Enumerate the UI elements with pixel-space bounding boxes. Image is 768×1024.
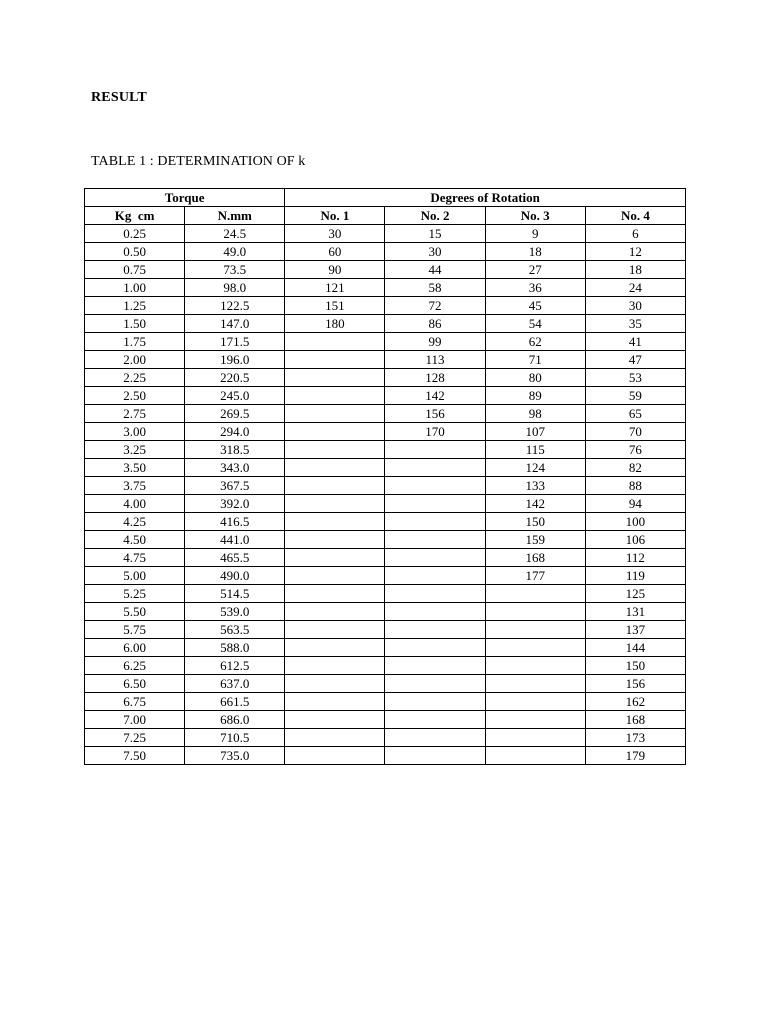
cell-no2: [385, 441, 485, 459]
cell-nmm: 220.5: [185, 369, 285, 387]
cell-no3: 54: [485, 315, 585, 333]
section-heading: RESULT: [91, 90, 147, 105]
cell-no1: [285, 639, 385, 657]
cell-no3: [485, 621, 585, 639]
table-row: [85, 279, 686, 297]
cell-no3: 177: [485, 567, 585, 585]
cell-kg-cm: 4.00: [85, 495, 185, 513]
table-row: [85, 621, 686, 639]
cell-no4: 106: [585, 531, 685, 549]
cell-kg-cm: 0.25: [85, 225, 185, 243]
cell-nmm: 710.5: [185, 729, 285, 747]
table-row: [85, 225, 686, 243]
cell-no2: 15: [385, 225, 485, 243]
cell-no2: [385, 747, 485, 765]
cell-kg-cm: 5.50: [85, 603, 185, 621]
group-header-row: [85, 189, 686, 207]
cell-nmm: 147.0: [185, 315, 285, 333]
table-row: [85, 675, 686, 693]
cell-no3: 133: [485, 477, 585, 495]
cell-no1: [285, 729, 385, 747]
cell-no1: 30: [285, 225, 385, 243]
cell-no2: [385, 585, 485, 603]
results-table: [84, 188, 686, 765]
cell-no4: 30: [585, 297, 685, 315]
cell-no1: 151: [285, 297, 385, 315]
cell-kg-cm: 5.75: [85, 621, 185, 639]
table-row: [85, 387, 686, 405]
cell-nmm: 367.5: [185, 477, 285, 495]
cell-nmm: 514.5: [185, 585, 285, 603]
cell-no4: 47: [585, 351, 685, 369]
cell-nmm: 73.5: [185, 261, 285, 279]
cell-nmm: 686.0: [185, 711, 285, 729]
cell-no4: 18: [585, 261, 685, 279]
cell-kg-cm: 6.00: [85, 639, 185, 657]
cell-no2: [385, 729, 485, 747]
cell-no1: [285, 405, 385, 423]
col-header-nmm: N.mm: [185, 207, 285, 225]
cell-no3: [485, 747, 585, 765]
cell-no1: 60: [285, 243, 385, 261]
cell-no2: 170: [385, 423, 485, 441]
cell-no1: [285, 441, 385, 459]
cell-kg-cm: 3.00: [85, 423, 185, 441]
cell-no4: 41: [585, 333, 685, 351]
cell-no4: 100: [585, 513, 685, 531]
cell-no3: 62: [485, 333, 585, 351]
cell-kg-cm: 3.25: [85, 441, 185, 459]
cell-no2: 72: [385, 297, 485, 315]
cell-nmm: 98.0: [185, 279, 285, 297]
cell-kg-cm: 7.00: [85, 711, 185, 729]
cell-no1: [285, 495, 385, 513]
cell-no3: 80: [485, 369, 585, 387]
cell-no4: 88: [585, 477, 685, 495]
cell-no2: 156: [385, 405, 485, 423]
cell-kg-cm: 1.50: [85, 315, 185, 333]
cell-no3: 89: [485, 387, 585, 405]
table-row: [85, 531, 686, 549]
cell-no1: [285, 423, 385, 441]
cell-no1: [285, 333, 385, 351]
cell-no4: 168: [585, 711, 685, 729]
cell-no3: [485, 729, 585, 747]
table-row: [85, 729, 686, 747]
table-body: [85, 225, 686, 765]
cell-no2: [385, 675, 485, 693]
torque-group-header: Torque: [85, 189, 285, 207]
table-row: [85, 441, 686, 459]
cell-nmm: 661.5: [185, 693, 285, 711]
table-row: [85, 351, 686, 369]
cell-no3: 168: [485, 549, 585, 567]
rotation-group-header: Degrees of Rotation: [285, 189, 686, 207]
cell-nmm: 171.5: [185, 333, 285, 351]
cell-kg-cm: 2.75: [85, 405, 185, 423]
cell-no1: [285, 513, 385, 531]
table-row: [85, 297, 686, 315]
cell-no4: 70: [585, 423, 685, 441]
cell-no2: 86: [385, 315, 485, 333]
table-row: [85, 261, 686, 279]
cell-no4: 76: [585, 441, 685, 459]
cell-nmm: 612.5: [185, 657, 285, 675]
cell-nmm: 49.0: [185, 243, 285, 261]
cell-nmm: 245.0: [185, 387, 285, 405]
cell-no4: 35: [585, 315, 685, 333]
cell-no1: [285, 711, 385, 729]
cell-no3: [485, 711, 585, 729]
cell-no2: [385, 693, 485, 711]
cell-no4: 137: [585, 621, 685, 639]
cell-nmm: 465.5: [185, 549, 285, 567]
cell-nmm: 269.5: [185, 405, 285, 423]
cell-nmm: 490.0: [185, 567, 285, 585]
cell-no1: [285, 369, 385, 387]
cell-kg-cm: 2.50: [85, 387, 185, 405]
cell-kg-cm: 5.25: [85, 585, 185, 603]
cell-no2: 99: [385, 333, 485, 351]
cell-no3: 27: [485, 261, 585, 279]
cell-no2: [385, 657, 485, 675]
cell-no1: [285, 477, 385, 495]
cell-no3: 159: [485, 531, 585, 549]
cell-no4: 6: [585, 225, 685, 243]
cell-no2: [385, 513, 485, 531]
table-row: [85, 477, 686, 495]
cell-nmm: 588.0: [185, 639, 285, 657]
cell-no2: 44: [385, 261, 485, 279]
cell-no1: [285, 603, 385, 621]
cell-no2: [385, 549, 485, 567]
cell-no4: 173: [585, 729, 685, 747]
cell-nmm: 539.0: [185, 603, 285, 621]
cell-no4: 150: [585, 657, 685, 675]
table-row: [85, 657, 686, 675]
cell-no1: [285, 621, 385, 639]
cell-nmm: 122.5: [185, 297, 285, 315]
table-row: [85, 243, 686, 261]
cell-kg-cm: 1.75: [85, 333, 185, 351]
cell-nmm: 441.0: [185, 531, 285, 549]
cell-no1: [285, 693, 385, 711]
cell-no2: [385, 711, 485, 729]
table-caption: TABLE 1 : DETERMINATION OF k: [91, 154, 306, 169]
cell-kg-cm: 7.50: [85, 747, 185, 765]
cell-nmm: 563.5: [185, 621, 285, 639]
table-row: [85, 639, 686, 657]
cell-no3: 45: [485, 297, 585, 315]
cell-no4: 82: [585, 459, 685, 477]
cell-no3: [485, 675, 585, 693]
cell-no2: [385, 531, 485, 549]
cell-no4: 24: [585, 279, 685, 297]
cell-kg-cm: 0.50: [85, 243, 185, 261]
col-header-no2: No. 2: [385, 207, 485, 225]
cell-kg-cm: 1.00: [85, 279, 185, 297]
cell-no2: 113: [385, 351, 485, 369]
cell-no4: 179: [585, 747, 685, 765]
table-row: [85, 603, 686, 621]
cell-no2: 30: [385, 243, 485, 261]
cell-no3: 9: [485, 225, 585, 243]
column-header-row: [85, 207, 686, 225]
cell-no1: [285, 459, 385, 477]
table-row: [85, 585, 686, 603]
cell-no1: [285, 657, 385, 675]
cell-no1: [285, 549, 385, 567]
cell-no2: [385, 477, 485, 495]
cell-no4: 94: [585, 495, 685, 513]
cell-kg-cm: 2.25: [85, 369, 185, 387]
cell-no3: [485, 585, 585, 603]
cell-no4: 144: [585, 639, 685, 657]
cell-no3: 107: [485, 423, 585, 441]
cell-no1: 90: [285, 261, 385, 279]
col-header-no3: No. 3: [485, 207, 585, 225]
cell-no2: [385, 621, 485, 639]
cell-no4: 12: [585, 243, 685, 261]
cell-kg-cm: 2.00: [85, 351, 185, 369]
cell-kg-cm: 0.75: [85, 261, 185, 279]
table-row: [85, 315, 686, 333]
table-row: [85, 495, 686, 513]
cell-no3: 124: [485, 459, 585, 477]
cell-kg-cm: 7.25: [85, 729, 185, 747]
cell-nmm: 416.5: [185, 513, 285, 531]
table-row: [85, 405, 686, 423]
cell-no4: 112: [585, 549, 685, 567]
cell-no1: [285, 747, 385, 765]
cell-no3: 142: [485, 495, 585, 513]
cell-nmm: 637.0: [185, 675, 285, 693]
cell-no4: 53: [585, 369, 685, 387]
cell-no4: 125: [585, 585, 685, 603]
col-header-kg-cm: Kg cm: [85, 207, 185, 225]
cell-no4: 65: [585, 405, 685, 423]
cell-kg-cm: 4.50: [85, 531, 185, 549]
cell-kg-cm: 5.00: [85, 567, 185, 585]
cell-no3: 18: [485, 243, 585, 261]
cell-no2: [385, 639, 485, 657]
cell-kg-cm: 6.75: [85, 693, 185, 711]
table-row: [85, 747, 686, 765]
cell-kg-cm: 6.50: [85, 675, 185, 693]
table-row: [85, 549, 686, 567]
cell-kg-cm: 4.75: [85, 549, 185, 567]
cell-no1: [285, 675, 385, 693]
cell-no2: [385, 495, 485, 513]
cell-no4: 131: [585, 603, 685, 621]
cell-no3: [485, 603, 585, 621]
cell-no1: [285, 351, 385, 369]
cell-no2: [385, 459, 485, 477]
cell-no4: 162: [585, 693, 685, 711]
cell-no2: 58: [385, 279, 485, 297]
table-row: [85, 459, 686, 477]
cell-no2: [385, 567, 485, 585]
table-row: [85, 711, 686, 729]
cell-no1: [285, 585, 385, 603]
cell-kg-cm: 3.75: [85, 477, 185, 495]
cell-no2: 128: [385, 369, 485, 387]
cell-no4: 119: [585, 567, 685, 585]
cell-no2: [385, 603, 485, 621]
cell-nmm: 735.0: [185, 747, 285, 765]
cell-nmm: 294.0: [185, 423, 285, 441]
table-row: [85, 513, 686, 531]
cell-no3: 71: [485, 351, 585, 369]
cell-no2: 142: [385, 387, 485, 405]
cell-no3: 36: [485, 279, 585, 297]
table-row: [85, 693, 686, 711]
cell-no3: 150: [485, 513, 585, 531]
cell-nmm: 24.5: [185, 225, 285, 243]
cell-kg-cm: 4.25: [85, 513, 185, 531]
table-row: [85, 333, 686, 351]
cell-no1: 180: [285, 315, 385, 333]
cell-no4: 156: [585, 675, 685, 693]
cell-no1: 121: [285, 279, 385, 297]
cell-no1: [285, 387, 385, 405]
cell-nmm: 343.0: [185, 459, 285, 477]
table-row: [85, 369, 686, 387]
cell-kg-cm: 3.50: [85, 459, 185, 477]
cell-no1: [285, 567, 385, 585]
cell-no3: 98: [485, 405, 585, 423]
cell-no3: [485, 693, 585, 711]
cell-no3: [485, 657, 585, 675]
cell-kg-cm: 6.25: [85, 657, 185, 675]
cell-no3: [485, 639, 585, 657]
cell-no1: [285, 531, 385, 549]
cell-nmm: 392.0: [185, 495, 285, 513]
table-row: [85, 423, 686, 441]
table-row: [85, 567, 686, 585]
col-header-no4: No. 4: [585, 207, 685, 225]
cell-nmm: 196.0: [185, 351, 285, 369]
col-header-no1: No. 1: [285, 207, 385, 225]
cell-no4: 59: [585, 387, 685, 405]
cell-kg-cm: 1.25: [85, 297, 185, 315]
cell-nmm: 318.5: [185, 441, 285, 459]
cell-no3: 115: [485, 441, 585, 459]
